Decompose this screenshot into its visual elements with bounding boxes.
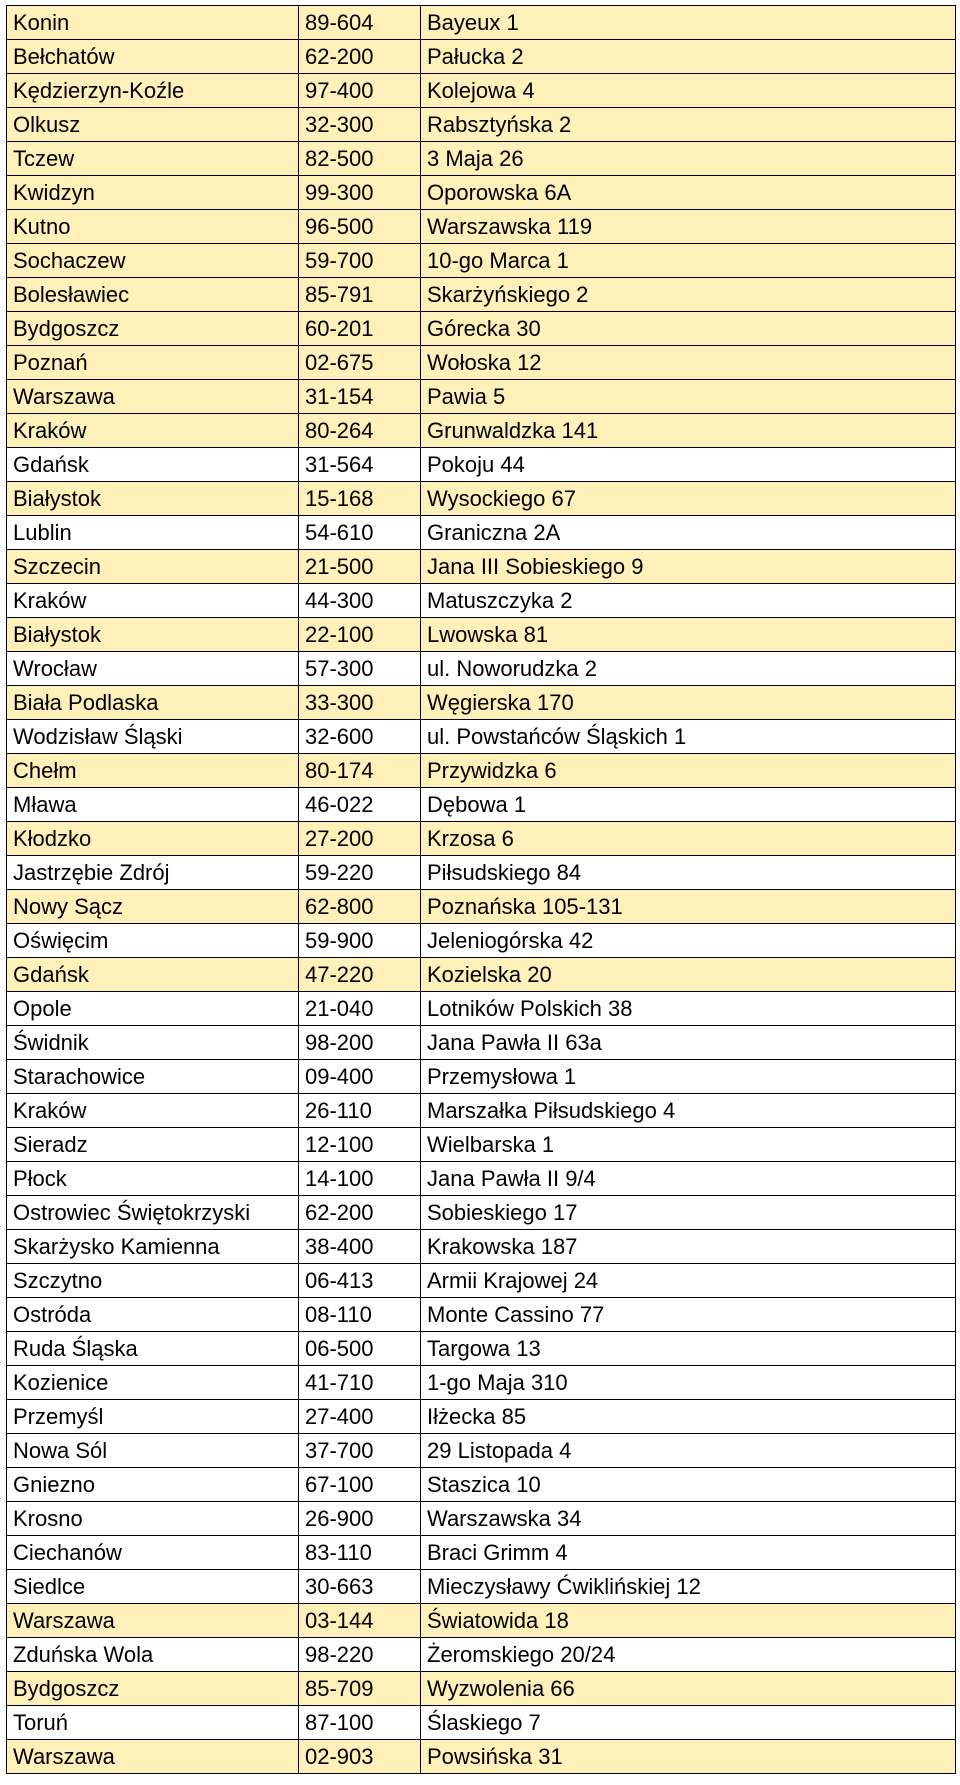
table-row xyxy=(7,1536,956,1570)
table-row xyxy=(7,1502,956,1536)
table-row xyxy=(7,312,956,346)
postal-code-cell: 99-300 xyxy=(299,176,421,210)
table-row xyxy=(7,176,956,210)
table-row xyxy=(7,380,956,414)
street-address-cell: Powsińska 31 xyxy=(421,1740,956,1774)
postal-code-cell: 02-675 xyxy=(299,346,421,380)
table-row xyxy=(7,1706,956,1740)
table-row xyxy=(7,244,956,278)
postal-code-cell: 47-220 xyxy=(299,958,421,992)
postal-code-cell: 26-110 xyxy=(299,1094,421,1128)
street-address-cell: Pokoju 44 xyxy=(421,448,956,482)
table-row xyxy=(7,992,956,1026)
city-cell: Poznań xyxy=(7,346,299,380)
postal-code-cell: 37-700 xyxy=(299,1434,421,1468)
street-address-cell: Armii Krajowej 24 xyxy=(421,1264,956,1298)
street-address-cell: Warszawska 119 xyxy=(421,210,956,244)
street-address-cell: Pałucka 2 xyxy=(421,40,956,74)
postal-code-cell: 87-100 xyxy=(299,1706,421,1740)
street-address-cell: Lotników Polskich 38 xyxy=(421,992,956,1026)
table-row xyxy=(7,822,956,856)
postal-code-cell: 46-022 xyxy=(299,788,421,822)
city-cell: Sochaczew xyxy=(7,244,299,278)
street-address-cell: Warszawska 34 xyxy=(421,1502,956,1536)
postal-code-cell: 59-700 xyxy=(299,244,421,278)
city-cell: Sieradz xyxy=(7,1128,299,1162)
table-row xyxy=(7,516,956,550)
street-address-cell: ul. Powstańców Śląskich 1 xyxy=(421,720,956,754)
table-row xyxy=(7,1264,956,1298)
street-address-cell: 1-go Maja 310 xyxy=(421,1366,956,1400)
city-cell: Bydgoszcz xyxy=(7,1672,299,1706)
city-cell: Nowy Sącz xyxy=(7,890,299,924)
city-cell: Gniezno xyxy=(7,1468,299,1502)
postal-code-cell: 80-174 xyxy=(299,754,421,788)
street-address-cell: Skarżyńskiego 2 xyxy=(421,278,956,312)
city-cell: Kraków xyxy=(7,584,299,618)
city-cell: Gdańsk xyxy=(7,958,299,992)
postal-code-cell: 26-900 xyxy=(299,1502,421,1536)
postal-code-cell: 31-154 xyxy=(299,380,421,414)
street-address-cell: 10-go Marca 1 xyxy=(421,244,956,278)
city-cell: Białystok xyxy=(7,618,299,652)
street-address-cell: Ślaskiego 7 xyxy=(421,1706,956,1740)
city-cell: Płock xyxy=(7,1162,299,1196)
street-address-cell: Jana Pawła II 63a xyxy=(421,1026,956,1060)
table-row xyxy=(7,1094,956,1128)
postal-code-cell: 83-110 xyxy=(299,1536,421,1570)
table-row xyxy=(7,924,956,958)
table-row xyxy=(7,142,956,176)
city-cell: Kędzierzyn-Koźle xyxy=(7,74,299,108)
street-address-cell: Pawia 5 xyxy=(421,380,956,414)
city-cell: Siedlce xyxy=(7,1570,299,1604)
city-cell: Krosno xyxy=(7,1502,299,1536)
city-cell: Oświęcim xyxy=(7,924,299,958)
city-cell: Świdnik xyxy=(7,1026,299,1060)
postal-code-cell: 27-400 xyxy=(299,1400,421,1434)
street-address-cell: Krzosa 6 xyxy=(421,822,956,856)
street-address-cell: Targowa 13 xyxy=(421,1332,956,1366)
postal-code-cell: 82-500 xyxy=(299,142,421,176)
city-cell: Zduńska Wola xyxy=(7,1638,299,1672)
city-cell: Opole xyxy=(7,992,299,1026)
street-address-cell: Górecka 30 xyxy=(421,312,956,346)
street-address-cell: Piłsudskiego 84 xyxy=(421,856,956,890)
city-cell: Wrocław xyxy=(7,652,299,686)
table-row xyxy=(7,652,956,686)
street-address-cell: Grunwaldzka 141 xyxy=(421,414,956,448)
table-row xyxy=(7,618,956,652)
street-address-cell: Wielbarska 1 xyxy=(421,1128,956,1162)
city-cell: Tczew xyxy=(7,142,299,176)
table-row xyxy=(7,958,956,992)
city-cell: Toruń xyxy=(7,1706,299,1740)
postal-code-cell: 80-264 xyxy=(299,414,421,448)
street-address-cell: Dębowa 1 xyxy=(421,788,956,822)
postal-code-cell: 62-200 xyxy=(299,1196,421,1230)
city-cell: Skarżysko Kamienna xyxy=(7,1230,299,1264)
street-address-cell: 3 Maja 26 xyxy=(421,142,956,176)
table-row xyxy=(7,6,956,40)
table-row xyxy=(7,210,956,244)
postal-code-cell: 38-400 xyxy=(299,1230,421,1264)
street-address-cell: Lwowska 81 xyxy=(421,618,956,652)
table-row xyxy=(7,890,956,924)
address-table xyxy=(6,5,956,1774)
table-row xyxy=(7,1332,956,1366)
street-address-cell: Graniczna 2A xyxy=(421,516,956,550)
table-row xyxy=(7,278,956,312)
street-address-cell: Oporowska 6A xyxy=(421,176,956,210)
table-row xyxy=(7,788,956,822)
table-row xyxy=(7,686,956,720)
table-row xyxy=(7,720,956,754)
street-address-cell: Jana Pawła II 9/4 xyxy=(421,1162,956,1196)
city-cell: Bolesławiec xyxy=(7,278,299,312)
table-row xyxy=(7,482,956,516)
postal-code-cell: 67-100 xyxy=(299,1468,421,1502)
postal-code-cell: 59-220 xyxy=(299,856,421,890)
table-row xyxy=(7,1128,956,1162)
city-cell: Kłodzko xyxy=(7,822,299,856)
postal-code-cell: 85-709 xyxy=(299,1672,421,1706)
street-address-cell: Braci Grimm 4 xyxy=(421,1536,956,1570)
table-row xyxy=(7,550,956,584)
street-address-cell: Przywidzka 6 xyxy=(421,754,956,788)
city-cell: Lublin xyxy=(7,516,299,550)
table-row xyxy=(7,108,956,142)
street-address-cell: ul. Noworudzka 2 xyxy=(421,652,956,686)
table-row xyxy=(7,1196,956,1230)
city-cell: Wodzisław Śląski xyxy=(7,720,299,754)
city-cell: Olkusz xyxy=(7,108,299,142)
city-cell: Ruda Śląska xyxy=(7,1332,299,1366)
city-cell: Gdańsk xyxy=(7,448,299,482)
postal-code-cell: 30-663 xyxy=(299,1570,421,1604)
city-cell: Ostrowiec Świętokrzyski xyxy=(7,1196,299,1230)
postal-code-cell: 32-300 xyxy=(299,108,421,142)
street-address-cell: Przemysłowa 1 xyxy=(421,1060,956,1094)
city-cell: Biała Podlaska xyxy=(7,686,299,720)
street-address-cell: Wyzwolenia 66 xyxy=(421,1672,956,1706)
postal-code-cell: 21-500 xyxy=(299,550,421,584)
table-row xyxy=(7,1400,956,1434)
city-cell: Jastrzębie Zdrój xyxy=(7,856,299,890)
city-cell: Warszawa xyxy=(7,1740,299,1774)
table-row xyxy=(7,1434,956,1468)
table-row xyxy=(7,448,956,482)
street-address-cell: Iłżecka 85 xyxy=(421,1400,956,1434)
postal-code-cell: 15-168 xyxy=(299,482,421,516)
street-address-cell: Jeleniogórska 42 xyxy=(421,924,956,958)
table-row xyxy=(7,1060,956,1094)
postal-code-cell: 14-100 xyxy=(299,1162,421,1196)
table-row xyxy=(7,1230,956,1264)
street-address-cell: Marszałka Piłsudskiego 4 xyxy=(421,1094,956,1128)
street-address-cell: Bayeux 1 xyxy=(421,6,956,40)
city-cell: Kutno xyxy=(7,210,299,244)
table-row xyxy=(7,856,956,890)
table-row xyxy=(7,1672,956,1706)
table-row xyxy=(7,1740,956,1774)
postal-code-cell: 62-800 xyxy=(299,890,421,924)
table-row xyxy=(7,584,956,618)
street-address-cell: Kozielska 20 xyxy=(421,958,956,992)
postal-code-cell: 32-600 xyxy=(299,720,421,754)
city-cell: Bydgoszcz xyxy=(7,312,299,346)
postal-code-cell: 31-564 xyxy=(299,448,421,482)
street-address-cell: Żeromskiego 20/24 xyxy=(421,1638,956,1672)
table-row xyxy=(7,754,956,788)
street-address-cell: Węgierska 170 xyxy=(421,686,956,720)
postal-code-cell: 08-110 xyxy=(299,1298,421,1332)
street-address-cell: 29 Listopada 4 xyxy=(421,1434,956,1468)
postal-code-cell: 06-413 xyxy=(299,1264,421,1298)
postal-code-cell: 96-500 xyxy=(299,210,421,244)
postal-code-cell: 44-300 xyxy=(299,584,421,618)
street-address-cell: Wysockiego 67 xyxy=(421,482,956,516)
street-address-cell: Jana III Sobieskiego 9 xyxy=(421,550,956,584)
city-cell: Kozienice xyxy=(7,1366,299,1400)
city-cell: Szczytno xyxy=(7,1264,299,1298)
street-address-cell: Krakowska 187 xyxy=(421,1230,956,1264)
postal-code-cell: 33-300 xyxy=(299,686,421,720)
postal-code-cell: 85-791 xyxy=(299,278,421,312)
street-address-cell: Staszica 10 xyxy=(421,1468,956,1502)
city-cell: Kraków xyxy=(7,414,299,448)
postal-code-cell: 60-201 xyxy=(299,312,421,346)
postal-code-cell: 06-500 xyxy=(299,1332,421,1366)
postal-code-cell: 09-400 xyxy=(299,1060,421,1094)
city-cell: Mława xyxy=(7,788,299,822)
postal-code-cell: 02-903 xyxy=(299,1740,421,1774)
table-row xyxy=(7,1638,956,1672)
city-cell: Konin xyxy=(7,6,299,40)
address-table-body xyxy=(7,6,956,1774)
postal-code-cell: 41-710 xyxy=(299,1366,421,1400)
city-cell: Ciechanów xyxy=(7,1536,299,1570)
city-cell: Nowa Sól xyxy=(7,1434,299,1468)
postal-code-cell: 89-604 xyxy=(299,6,421,40)
postal-code-cell: 22-100 xyxy=(299,618,421,652)
street-address-cell: Kolejowa 4 xyxy=(421,74,956,108)
table-row xyxy=(7,1468,956,1502)
city-cell: Przemyśl xyxy=(7,1400,299,1434)
city-cell: Bełchatów xyxy=(7,40,299,74)
table-row xyxy=(7,1162,956,1196)
postal-code-cell: 98-200 xyxy=(299,1026,421,1060)
table-row xyxy=(7,1570,956,1604)
table-row xyxy=(7,1604,956,1638)
postal-code-cell: 03-144 xyxy=(299,1604,421,1638)
postal-code-cell: 97-400 xyxy=(299,74,421,108)
postal-code-cell: 12-100 xyxy=(299,1128,421,1162)
city-cell: Kraków xyxy=(7,1094,299,1128)
city-cell: Szczecin xyxy=(7,550,299,584)
table-row xyxy=(7,414,956,448)
table-row xyxy=(7,346,956,380)
postal-code-cell: 59-900 xyxy=(299,924,421,958)
postal-code-cell: 62-200 xyxy=(299,40,421,74)
table-row xyxy=(7,40,956,74)
postal-code-cell: 21-040 xyxy=(299,992,421,1026)
city-cell: Kwidzyn xyxy=(7,176,299,210)
table-row xyxy=(7,1298,956,1332)
street-address-cell: Rabsztyńska 2 xyxy=(421,108,956,142)
street-address-cell: Sobieskiego 17 xyxy=(421,1196,956,1230)
postal-code-cell: 54-610 xyxy=(299,516,421,550)
city-cell: Warszawa xyxy=(7,1604,299,1638)
street-address-cell: Matuszczyka 2 xyxy=(421,584,956,618)
street-address-cell: Mieczysławy Ćwiklińskiej 12 xyxy=(421,1570,956,1604)
city-cell: Warszawa xyxy=(7,380,299,414)
city-cell: Ostróda xyxy=(7,1298,299,1332)
street-address-cell: Wołoska 12 xyxy=(421,346,956,380)
street-address-cell: Światowida 18 xyxy=(421,1604,956,1638)
city-cell: Białystok xyxy=(7,482,299,516)
table-row xyxy=(7,1026,956,1060)
postal-code-cell: 57-300 xyxy=(299,652,421,686)
table-row xyxy=(7,1366,956,1400)
street-address-cell: Poznańska 105-131 xyxy=(421,890,956,924)
postal-code-cell: 98-220 xyxy=(299,1638,421,1672)
street-address-cell: Monte Cassino 77 xyxy=(421,1298,956,1332)
city-cell: Starachowice xyxy=(7,1060,299,1094)
postal-code-cell: 27-200 xyxy=(299,822,421,856)
table-row xyxy=(7,74,956,108)
city-cell: Chełm xyxy=(7,754,299,788)
